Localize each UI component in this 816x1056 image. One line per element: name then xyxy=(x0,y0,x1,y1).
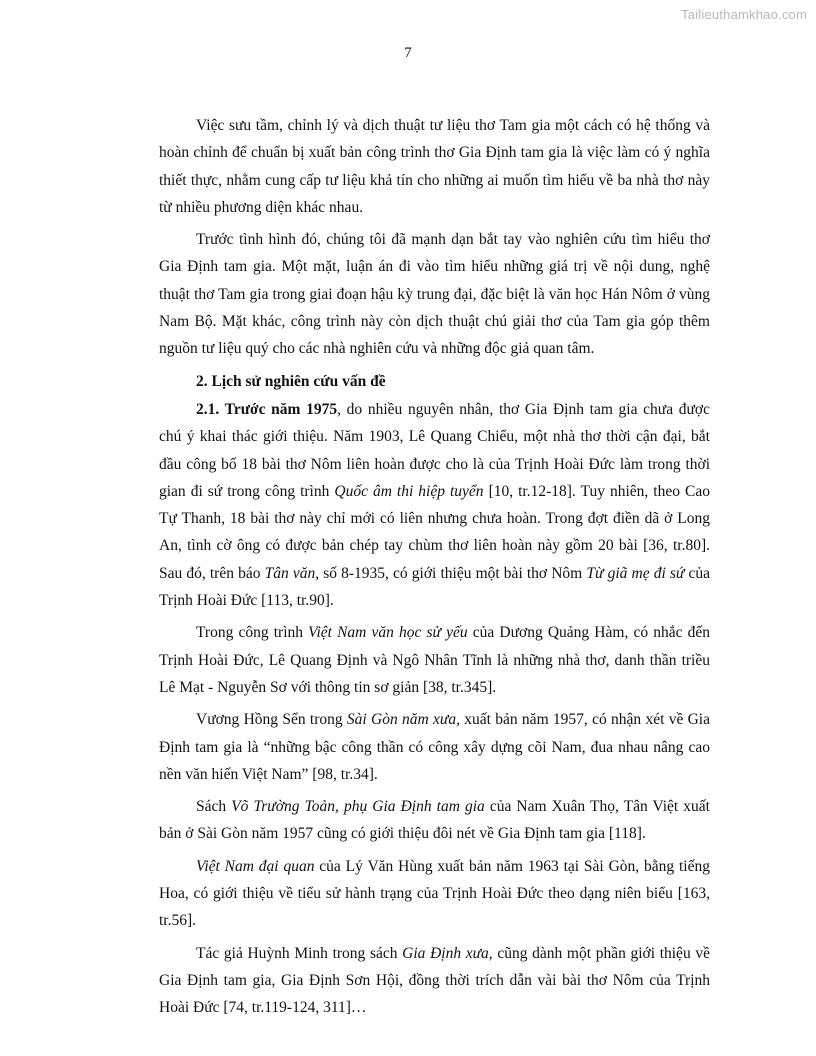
text-run: xuất bản năm 1957, có nhận xét về Gia Định tam gia là “những bậc công thần có công xây dựng cõi Nam, đua nhau nâng cao nền văn hiến Việt Nam” [98, tr.34]. xyxy=(159,711,710,783)
book-title: Việt Nam đại quan xyxy=(196,857,315,875)
book-title: Quốc âm thi hiệp tuyển xyxy=(334,482,484,500)
text-run: Tác giả Huỳnh Minh trong sách xyxy=(196,944,403,962)
page-number: 7 xyxy=(404,45,412,61)
paragraph-7 xyxy=(159,853,710,935)
text-run: Sách xyxy=(196,798,232,816)
text-run: [10, tr.12-18]. Tuy nhiên, theo Cao Tự Thanh, 18 bài thơ này chỉ mới có liên nhưng chưa hoàn. Trong đợt điền dã ở Long An, tình cờ ông có được bản chép tay chùm thơ liên hoàn này gồm 20 bài [36, tr.80]. Sau đó, trên báo xyxy=(159,482,710,582)
book-title: Sài Gòn năm xưa, xyxy=(346,711,460,729)
paragraph-5 xyxy=(159,706,710,788)
book-title: Võ Trường Toản, phụ Gia Định tam gia xyxy=(231,798,485,816)
paragraph-2: Trước tình hình đó, chúng tôi đã mạnh dạn bắt tay vào nghiên cứu tìm hiểu thơ Gia Định tam gia. Một mặt, luận án đi vào tìm hiểu những giá trị về nội dung, nghệ thuật thơ Tam gia trong giai đoạn hậu kỳ trung đại, đặc biệt là văn học Hán Nôm ở vùng Nam Bộ. Mặt khác, công trình này còn dịch thuật chú giải thơ của Tam gia góp thêm nguồn tư liệu quý cho các nhà nghiên cứu và những độc giả quan tâm. xyxy=(159,231,710,358)
text-run: Vương Hồng Sển trong xyxy=(196,711,347,729)
paragraph-8 xyxy=(159,940,710,1022)
book-title: Việt Nam văn học sử yếu xyxy=(308,624,468,642)
paragraph-3 xyxy=(159,396,710,614)
watermark: Tailieuthamkhao.com xyxy=(681,7,807,22)
text-run: của Dương Quảng Hàm, có nhắc đến Trịnh Hoài Đức, Lê Quang Định và Ngô Nhân Tĩnh là những nhà thơ, danh thần triều Lê Mạt - Nguyễn Sơ với thông tin sơ giản [38, tr.345]. xyxy=(159,624,710,696)
book-title: Gia Định xưa, xyxy=(402,944,493,962)
text-run: , do nhiều nguyên nhân, thơ Gia Định tam gia chưa được chú ý khai thác giới thiệu. Năm 1903, Lê Quang Chiểu, một nhà thơ thời cận đại, bắt đầu công bố 18 bài thơ Nôm liên hoàn được cho là của Trịnh Hoài Đức làm trong thời gian đi sứ trong công trình xyxy=(159,400,710,500)
text-run: của Trịnh Hoài Đức [113, tr.90]. xyxy=(159,564,710,610)
text-run: cũng dành một phần giới thiệu về Gia Định tam gia, Gia Định Sơn Hội, đồng thời trích dẫn vài bài thơ Nôm của Trịnh Hoài Đức [74, tr.119-124, 311]… xyxy=(159,944,710,1017)
paragraph-4 xyxy=(159,619,710,701)
text-run: của Lý Văn Hùng xuất bản năm 1963 tại Sài Gòn, bằng tiếng Hoa, có giới thiệu về tiểu sử hành trạng của Trịnh Hoài Đức theo dạng niên biểu [163, tr.56]. xyxy=(159,857,710,930)
paragraph-1: Việc sưu tầm, chỉnh lý và dịch thuật tư liệu thơ Tam gia một cách có hệ thống và hoàn chỉnh để chuẩn bị xuất bản công trình thơ Gia Định tam gia là việc làm có ý nghĩa thiết thực, nhằm cung cấp tư liệu khả tín cho những ai muốn tìm hiểu về ba nhà thơ này từ nhiều phương diện khác nhau. xyxy=(159,117,710,216)
poem-title: Từ giã mẹ đi sứ xyxy=(586,564,685,582)
newspaper-title: Tân văn, xyxy=(264,564,320,582)
text-run: của Nam Xuân Thọ, Tân Việt xuất bản ở Sài Gòn năm 1957 cũng có giới thiệu đôi nét về Gia Định tam gia [118]. xyxy=(159,798,710,843)
paragraph-6 xyxy=(159,793,710,848)
section-heading: 2. Lịch sử nghiên cứu vấn đề xyxy=(196,372,386,390)
document-body xyxy=(159,112,710,1027)
text-run: số 8-1935, có giới thiệu một bài thơ Nôm xyxy=(319,564,587,582)
subsection-label: 2.1. Trước năm 1975 xyxy=(196,400,338,418)
text-run: Trong công trình xyxy=(196,624,309,642)
